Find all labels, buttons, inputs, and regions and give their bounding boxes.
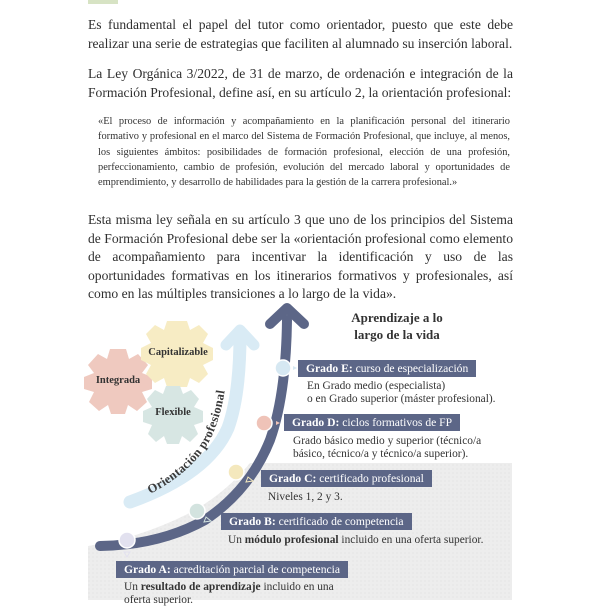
gear-integrada: Integrada bbox=[95, 375, 141, 386]
gear-capitalizable: Capitalizable bbox=[148, 347, 208, 358]
grado-b-desc bbox=[228, 534, 483, 547]
grado-d-header bbox=[284, 414, 460, 431]
grado-c-desc bbox=[268, 491, 343, 504]
diagram-title-line1: Aprendizaje a lo bbox=[351, 310, 443, 325]
grado-d-key: Grado D: bbox=[292, 416, 340, 429]
diagram-title bbox=[332, 309, 462, 343]
grado-a-header bbox=[116, 561, 348, 578]
grado-e-desc-line2: o en Grado superior (máster profesional). bbox=[307, 393, 496, 406]
grado-d-desc-line1: Grado básico medio y superior (técnico/a bbox=[293, 435, 482, 447]
grado-e-header bbox=[298, 360, 476, 377]
milestone-dot-c bbox=[228, 464, 244, 480]
legal-quote: «El proceso de información y acompañamiento en la planificación personal del itinerario formativo y profesional en el marco del Sistema de Formación Profesional, que incluye, al menos, los siguientes ámbitos: posibilidades de formación profesional, elección de una profesión, perfeccionamiento, cambio de profesión, evolución del mercado laboral y oportunidades de emprendimiento, y desarrollo de habilidades para la gestión de la carrera profesional.» bbox=[98, 116, 510, 189]
pointer-e bbox=[293, 366, 297, 370]
grado-c-title: certificado profesional bbox=[319, 472, 424, 485]
grado-d-desc bbox=[293, 435, 481, 462]
milestone-dot-e bbox=[275, 360, 291, 376]
paragraph-tutor: Es fundamental el papel del tutor como orientador, puesto que este debe realizar una serie de estrategias que faciliten al alumnado su inserción laboral. bbox=[88, 17, 513, 51]
grado-c-key: Grado C: bbox=[269, 472, 317, 485]
grado-b-desc-pre: Un bbox=[228, 534, 245, 546]
milestone-dot-b bbox=[189, 503, 205, 519]
section-tab-marker bbox=[88, 0, 118, 4]
orientation-label-path: Orientación profesional bbox=[144, 388, 228, 497]
grado-d-title: ciclos formativos de FP bbox=[342, 416, 453, 429]
grado-b-key: Grado B: bbox=[229, 515, 276, 528]
grado-a-key: Grado A: bbox=[124, 563, 171, 576]
milestone-dot-a bbox=[119, 532, 135, 548]
grado-a-title: acreditación parcial de competencia bbox=[173, 563, 341, 576]
grado-b-header bbox=[221, 513, 412, 530]
grado-e-key: Grado E: bbox=[306, 362, 353, 375]
grado-b-title: certificado de competencia bbox=[278, 515, 404, 528]
grado-b-desc-post: incluido en una oferta superior. bbox=[338, 534, 484, 546]
grado-a-desc-post: incluido en una bbox=[260, 581, 334, 593]
grado-a-desc-line2: oferta superior. bbox=[124, 594, 193, 607]
diagram-title-line2: largo de la vida bbox=[354, 327, 440, 342]
grado-c-header bbox=[261, 470, 432, 487]
grado-a-desc-bold: resultado de aprendizaje bbox=[140, 581, 261, 593]
grado-e-desc bbox=[307, 380, 496, 407]
grado-b-desc-bold: módulo profesional bbox=[244, 534, 339, 546]
grado-a-desc bbox=[124, 581, 334, 608]
grado-a-desc-pre: Un bbox=[124, 581, 141, 593]
paragraph-ley: La Ley Orgánica 3/2022, de 31 de marzo, de ordenación e integración de la Formación Profesional, define así, en su artículo 2, la orientación profesional: bbox=[88, 66, 513, 100]
gear-flexible: Flexible bbox=[155, 407, 191, 418]
milestone-dot-d bbox=[256, 415, 272, 431]
grado-d-desc-line2: básico, técnico/a y técnico/a superior). bbox=[293, 448, 469, 461]
grado-e-title: curso de especialización bbox=[355, 362, 469, 375]
grado-e-desc-line1: En Grado medio (especialista) bbox=[307, 380, 446, 392]
paragraph-articulo-3: Esta misma ley señala en su artículo 3 que uno de los principios del Sistema de Formación Profesional debe ser la «orientación profesional como elemento de acompañamiento para incentivar la identificación y uso de las oportunidades formativas en los itinerarios formativos y profesionales, así como en las múltiples transiciones a lo largo de la vida». bbox=[88, 212, 513, 301]
grado-c-desc-line1: Niveles 1, 2 y 3. bbox=[268, 491, 343, 503]
